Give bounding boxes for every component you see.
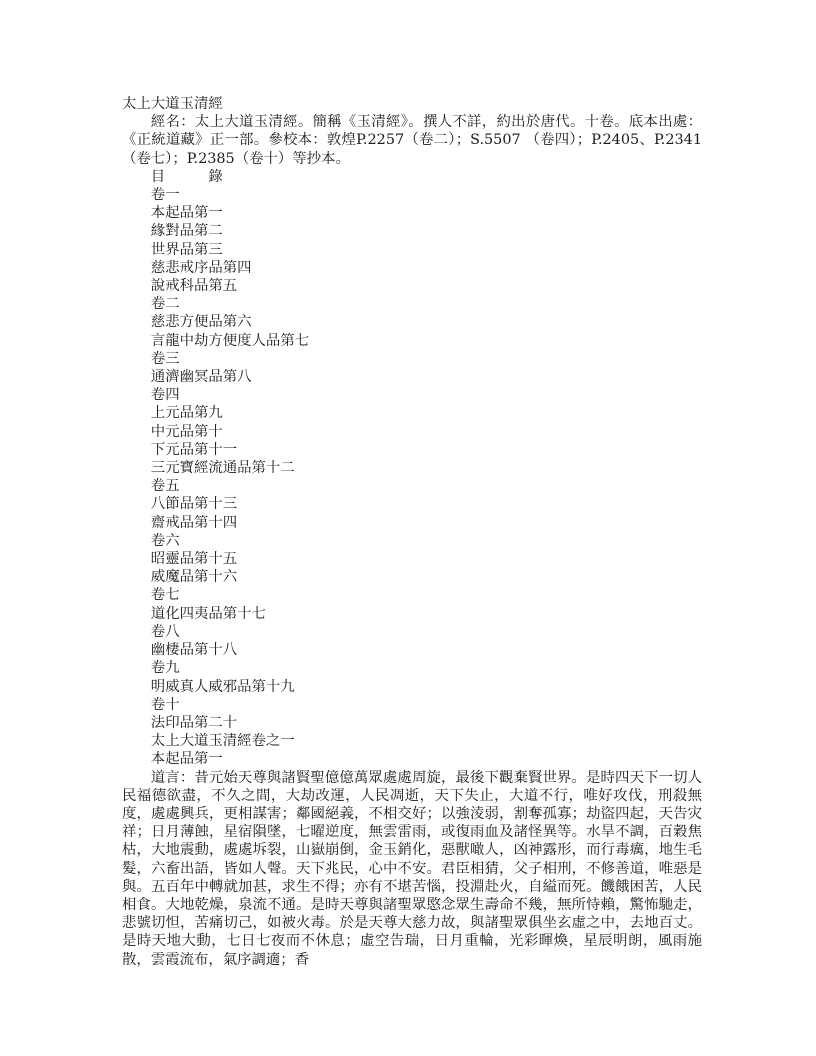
- toc-item: 本起品第一: [150, 205, 223, 222]
- toc-item: 卷八: [150, 623, 180, 640]
- toc-item: 明威真人威邪品第十九: [150, 678, 295, 695]
- toc-item: 卷一: [150, 187, 180, 204]
- toc-item: 卷六: [150, 532, 180, 549]
- toc-item: 緣對品第二: [150, 223, 223, 240]
- toc-item: 說戒科品第五: [150, 278, 238, 295]
- toc-item: 法印品第二十: [150, 714, 238, 731]
- toc-item: 卷二: [150, 296, 180, 313]
- toc-item: 昭靈品第十五: [150, 551, 238, 568]
- volume-title: 太上大道玉清經卷之一: [150, 733, 295, 750]
- document-page: [122, 95, 702, 969]
- toc-item: 上元品第九: [150, 405, 223, 422]
- chapter-title: 本起品第一: [150, 751, 223, 768]
- document-title: 太上大道玉清經: [122, 96, 223, 112]
- toc-heading-right: 錄: [208, 168, 223, 185]
- toc-item: 世界品第三: [150, 241, 223, 258]
- toc-item: 八節品第十三: [150, 496, 238, 513]
- toc-item: 卷十: [150, 696, 180, 713]
- toc-item: 言龍中劫方便度人品第七: [150, 332, 310, 349]
- toc-item: 齋戒品第十四: [150, 514, 238, 531]
- toc-item: 慈悲方便品第六: [150, 314, 252, 331]
- toc-item: 卷四: [150, 387, 180, 404]
- toc-item: 道化四夷品第十七: [150, 605, 266, 622]
- toc-item: 威魔品第十六: [150, 569, 238, 586]
- toc-item: 卷五: [150, 478, 180, 495]
- toc-item: 幽棲品第十八: [150, 642, 238, 659]
- body-paragraph: 道言：昔元始天尊與諸賢聖億億萬眾處處周旋，最後下觀棄賢世界。是時四天下一切人民福德欲盡，不久之間，大劫改運，人民凋逝，天下失止，大道不行，唯好攻伐，刑殺無度，處處興兵，更相謀害；鄰國絕義，不相交好；以強淩弱，割奪孤寡；劫盜四起，天告灾祥；日月薄蝕，星宿隕墜，七曜逆度，無雲雷雨，或復雨血及諸怪異等。水旱不調，百穀焦枯，大地震動，處處坼裂，山嶽崩倒，金玉銷化，惡獸噉人，凶神露形，而行毒癘，地生毛髮，六畜出語，皆如人聲。天下兆民，心中不安。君臣相猜，父子相刑，不修善道，唯惡是與。五百年中轉就加甚，求生不得；亦有不堪苦惱，投淵赴火，自縊而死。饑餓困苦，人民相食。大地乾燥，泉流不通。是時天尊與諸聖眾愍念眾生壽命不幾，無所恃賴，驚怖馳走，悲號切怛，苦痛切己，如被火毒。於是天尊大慈力故，與諸聖眾俱坐玄虛之中，去地百丈。是時天地大動，七日七夜而不休息；虛空告瑞，日月重輪，光彩暉煥，星辰明朗，風雨施散，雲霞流布，氣序調適；香: [122, 769, 702, 968]
- toc-item: 通濟幽冥品第八: [150, 369, 252, 386]
- toc-item: 下元品第十一: [150, 441, 238, 458]
- toc-item: 慈悲戒序品第四: [150, 259, 252, 276]
- toc-item: 卷三: [150, 350, 180, 367]
- toc-heading-left: 目: [150, 168, 166, 185]
- toc-item: 中元品第十: [150, 423, 223, 440]
- toc-item: 三元寶經流通品第十二: [150, 460, 295, 477]
- intro-paragraph: 經名：太上大道玉清經。簡稱《玉清經》。撰人不詳，約出於唐代。十卷。底本出處：《正統道藏》正一部。參校本：敦煌P.2257（卷二）；S.5507 （卷四）；P.2405、P.2341（卷七）；P.2385（卷十）等抄本。: [122, 114, 702, 167]
- table-of-contents: [122, 186, 702, 732]
- toc-item: 卷七: [150, 587, 180, 604]
- toc-heading: [122, 168, 702, 186]
- toc-item: 卷九: [150, 660, 180, 677]
